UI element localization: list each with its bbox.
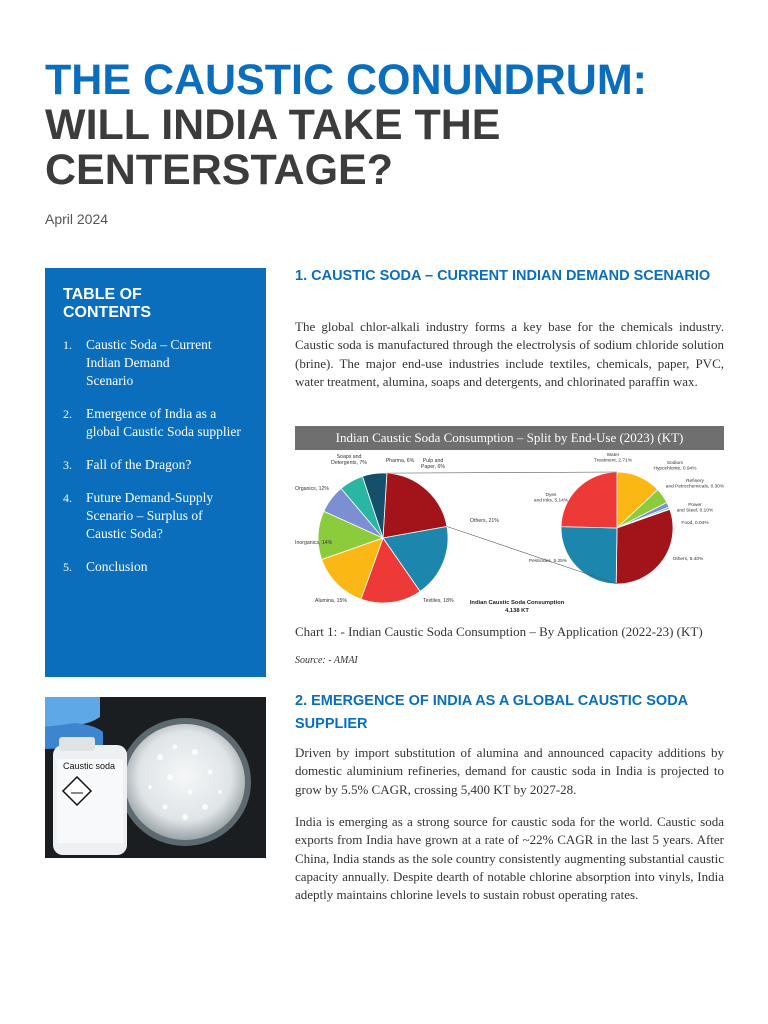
section-2-title: 2. EMERGENCE OF INDIA AS A GLOBAL CAUSTIC SODA SUPPLIER (295, 693, 688, 732)
section-2-para-2: India is emerging as a strong source for caustic soda for the world. Caustic soda exports from India have grown at a rate of ~22% CAGR in the last 5 years. After China, India stands as the sole country consistently augmenting substantial caustic capacity annually. Despite dearth of notable chlorine absorption into vinyls, India adeptly maintains chlorine levels to sustain robust operating rates. (295, 814, 724, 903)
caustic-soda-photo (45, 697, 266, 858)
report-date: April 2024 (45, 211, 109, 227)
bottle-label: Caustic soda (63, 761, 116, 771)
toc-item-number: 3. (63, 458, 72, 472)
section-1-title: 1. CAUSTIC SODA – CURRENT INDIAN DEMAND SCENARIO (295, 268, 711, 284)
toc-item-4[interactable] (63, 489, 252, 543)
caustic-soda-illustration (45, 697, 266, 858)
breakdown-label-food-0-04: Food, 0.04% (681, 521, 709, 526)
pie-label-pulp-and-paper-6: Pulp and Paper, 6% (421, 458, 445, 470)
breakdown-label-others-6-40: Others, 6.40% (672, 557, 704, 562)
table-of-contents (45, 268, 266, 677)
breakdown-label-sodium-hypochlorite-0-94: Sodium Hypochlorite, 0.94% (653, 461, 697, 472)
toc-item-1[interactable] (63, 336, 252, 390)
toc-item-label: Emergence of India as a global Caustic Soda supplier (86, 406, 241, 439)
breakdown-label-power-and-steel-0-10: Power and Steel, 0.10% (676, 503, 714, 514)
toc-item-number: 4. (63, 491, 72, 505)
toc-item-2[interactable] (63, 405, 252, 441)
pie-label-others-21: Others, 21% (470, 518, 499, 524)
consumption-chart (295, 426, 724, 624)
breakdown-slice-pesticides-5-25 (561, 527, 617, 584)
toc-item-number: 2. (63, 407, 72, 421)
breakdown-label-pesticides-5-25: Pesticides, 5.25% (528, 559, 568, 564)
toc-heading: TABLE OF CONTENTS (63, 286, 151, 321)
pie-label-pharma-6: Pharma, 6% (385, 458, 415, 464)
chart-caption: Chart 1: - Indian Caustic Soda Consumption – By Application (2022-23) (KT) (295, 624, 703, 639)
chart-canvas (295, 450, 724, 624)
toc-item-label: Caustic Soda – Current Indian Demand Scenario (86, 337, 212, 388)
toc-item-label: Conclusion (86, 559, 148, 574)
toc-item-5[interactable] (63, 558, 252, 576)
section-1-body: The global chlor-alkali industry forms a key base for the chemicals industry. Caustic soda is manufactured through the electrolysis of sodium chloride solution (brine). The major end-use industries include textiles, chemicals, paper, PVC, water treatment, alumina, soaps and detergents, and chlorinated paraffin wax. (295, 319, 724, 389)
breakdown-label-dyes-and-inks-5-14: Dyes and inks, 5.14% (533, 493, 569, 504)
chart-center-value: 4,138 KT (505, 608, 529, 614)
toc-item-number: 1. (63, 338, 72, 352)
pie-label-textiles-18: Textiles, 18% (423, 598, 454, 604)
connector-line-top (387, 472, 617, 473)
toc-item-3[interactable] (63, 456, 252, 474)
section-2-para-1: Driven by import substitution of alumina and announced capacity additions by domestic aluminium refineries, demand for caustic soda in India is projected to grow by 5.5% CAGR, crossing 5,400 KT by 2027-28. (295, 745, 724, 797)
title-line-2: WILL INDIA TAKE THE (45, 101, 501, 149)
chart-center-label: Indian Caustic Soda Consumption (469, 600, 565, 606)
toc-item-number: 5. (63, 560, 72, 574)
breakdown-label-refinery-and-petrochemicals-0-30: Refinery and Petrochemicals, 0.30% (665, 479, 724, 490)
report-title (45, 58, 735, 193)
toc-list (63, 336, 252, 576)
pie-label-soaps-and-detergents-7: Soaps and Detergents, 7% (331, 454, 367, 466)
toc-item-label: Future Demand-Supply Scenario – Surplus of Caustic Soda? (86, 490, 214, 541)
caustic-pellets (125, 724, 245, 840)
pie-label-alumina-15: Alumina, 15% (315, 598, 348, 604)
breakdown-slice-dyes-and-inks-5-14 (561, 472, 617, 528)
title-line-3: CENTERSTAGE? (45, 146, 393, 194)
title-line-1: THE CAUSTIC CONUNDRUM: (45, 56, 647, 104)
chart-title: Indian Caustic Soda Consumption – Split by End-Use (2023) (KT) (295, 426, 724, 450)
pie-label-inorganics-14: Inorganics, 14% (295, 540, 333, 546)
toc-item-label: Fall of the Dragon? (86, 457, 192, 472)
pie-label-organics-12: Organics, 12% (295, 486, 330, 492)
chart-source: Source: - AMAI (295, 655, 358, 666)
breakdown-label-water-treatment-2-71: Water Treatment, 2.71% (594, 453, 632, 464)
